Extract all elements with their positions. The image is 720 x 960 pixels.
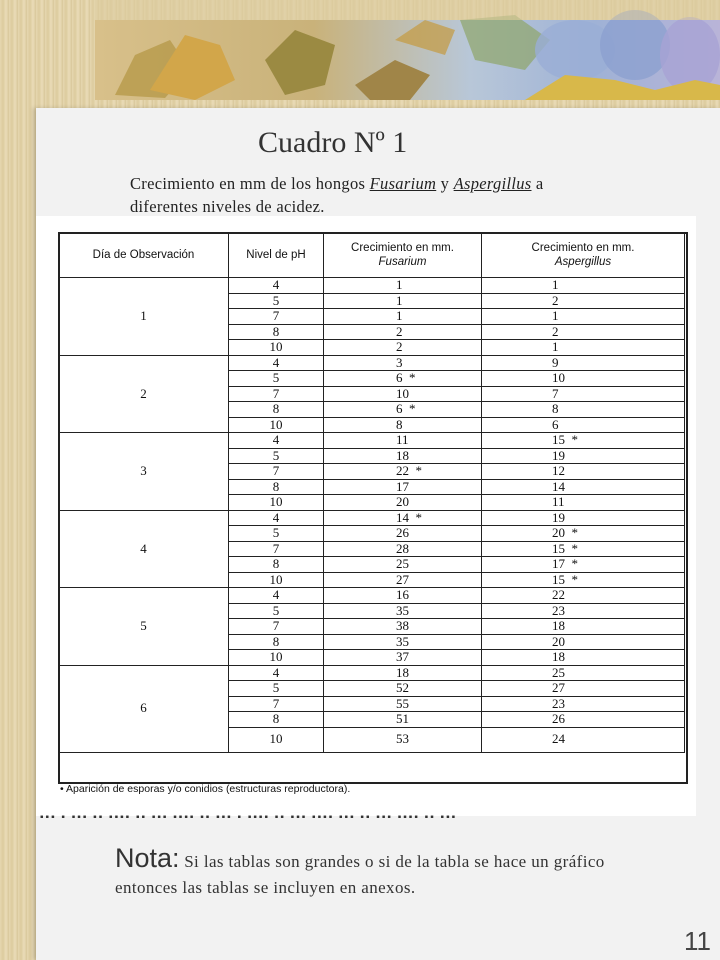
page-number: 11 bbox=[684, 926, 711, 956]
cell-fusarium: 1 bbox=[324, 309, 482, 325]
cell-aspergillus: 11 bbox=[482, 495, 685, 511]
cell-fusarium: 22 * bbox=[324, 464, 482, 480]
cell-ph: 7 bbox=[229, 619, 324, 635]
cell-ph: 8 bbox=[229, 479, 324, 495]
header-fusarium: Fusarium bbox=[378, 256, 427, 268]
parchment-border-left bbox=[0, 0, 40, 960]
caption-aspergillus: Aspergillus bbox=[453, 174, 532, 193]
cell-ph: 10 bbox=[229, 495, 324, 511]
cell-aspergillus: 6 bbox=[482, 417, 685, 433]
cell-ph: 4 bbox=[229, 588, 324, 604]
cell-ph: 7 bbox=[229, 541, 324, 557]
cell-fusarium: 55 bbox=[324, 696, 482, 712]
cell-aspergillus: 1 bbox=[482, 309, 685, 325]
cell-aspergillus: 8 bbox=[482, 402, 685, 418]
cell-ph: 4 bbox=[229, 355, 324, 371]
cell-day: 4 bbox=[59, 510, 229, 588]
cell-fusarium: 35 bbox=[324, 634, 482, 650]
cell-aspergillus: 17 * bbox=[482, 557, 685, 573]
cell-ph: 8 bbox=[229, 634, 324, 650]
table-footnote: • Aparición de esporas y/o conidios (estructuras reproductora). bbox=[60, 783, 351, 795]
cell-ph: 8 bbox=[229, 712, 324, 728]
cell-fusarium: 52 bbox=[324, 681, 482, 697]
header-growth-label: Crecimiento en mm. bbox=[531, 242, 635, 254]
cell-ph: 7 bbox=[229, 386, 324, 402]
cell-aspergillus: 25 bbox=[482, 665, 685, 681]
cell-aspergillus: 15 * bbox=[482, 433, 685, 449]
cell-aspergillus: 20 * bbox=[482, 526, 685, 542]
cell-ph: 5 bbox=[229, 603, 324, 619]
cell-aspergillus: 12 bbox=[482, 464, 685, 480]
cell-aspergillus: 26 bbox=[482, 712, 685, 728]
header-growth-fusarium bbox=[324, 233, 482, 278]
cell-ph: 10 bbox=[229, 417, 324, 433]
cell-fusarium: 2 bbox=[324, 340, 482, 356]
cell-day: 1 bbox=[59, 278, 229, 356]
table-row bbox=[59, 355, 685, 371]
cell-ph: 5 bbox=[229, 371, 324, 387]
cell-aspergillus: 27 bbox=[482, 681, 685, 697]
cell-ph: 10 bbox=[229, 727, 324, 752]
cell-fusarium: 16 bbox=[324, 588, 482, 604]
cell-fusarium: 35 bbox=[324, 603, 482, 619]
cell-aspergillus: 20 bbox=[482, 634, 685, 650]
cell-day: 3 bbox=[59, 433, 229, 511]
cropped-text-line: ▪▪▪ ▪ ▪▪▪ ▪▪ ▪▪▪▪ ▪▪ ▪▪▪ ▪▪▪▪ ▪▪ ▪▪▪ ▪ ▪▪▪▪ ▪▪ ▪▪▪ ▪▪▪▪ ▪▪▪ ▪▪ ▪▪▪ ▪▪▪▪ ▪▪ ▪▪▪ bbox=[40, 812, 458, 818]
cell-fusarium: 25 bbox=[324, 557, 482, 573]
caption-part-3: a diferentes niveles de acidez. bbox=[130, 174, 544, 216]
growth-table bbox=[58, 232, 685, 753]
cell-ph: 7 bbox=[229, 309, 324, 325]
cell-fusarium: 18 bbox=[324, 448, 482, 464]
cell-fusarium: 27 bbox=[324, 572, 482, 588]
cell-day: 5 bbox=[59, 588, 229, 666]
cell-ph: 4 bbox=[229, 510, 324, 526]
cell-aspergillus: 2 bbox=[482, 324, 685, 340]
table-row bbox=[59, 278, 685, 294]
cell-fusarium: 38 bbox=[324, 619, 482, 635]
cell-aspergillus: 19 bbox=[482, 510, 685, 526]
cell-aspergillus: 15 * bbox=[482, 572, 685, 588]
decorative-leaf-banner bbox=[95, 0, 720, 100]
cell-ph: 7 bbox=[229, 696, 324, 712]
cell-ph: 4 bbox=[229, 433, 324, 449]
header-aspergillus: Aspergillus bbox=[554, 256, 612, 268]
table-row bbox=[59, 665, 685, 681]
cell-ph: 10 bbox=[229, 650, 324, 666]
header-day: Día de Observación bbox=[59, 233, 229, 278]
cell-aspergillus: 18 bbox=[482, 650, 685, 666]
cell-fusarium: 14 * bbox=[324, 510, 482, 526]
caption-part-1: Crecimiento en mm de los hongos bbox=[130, 174, 370, 193]
cell-aspergillus: 14 bbox=[482, 479, 685, 495]
cell-ph: 8 bbox=[229, 324, 324, 340]
cell-fusarium: 17 bbox=[324, 479, 482, 495]
table-row bbox=[59, 433, 685, 449]
cell-fusarium: 26 bbox=[324, 526, 482, 542]
cell-fusarium: 20 bbox=[324, 495, 482, 511]
cell-ph: 7 bbox=[229, 464, 324, 480]
cell-ph: 10 bbox=[229, 340, 324, 356]
cell-ph: 8 bbox=[229, 402, 324, 418]
cell-ph: 5 bbox=[229, 681, 324, 697]
cell-fusarium: 18 bbox=[324, 665, 482, 681]
caption-fusarium: Fusarium bbox=[369, 174, 437, 193]
cell-day: 6 bbox=[59, 665, 229, 752]
table-header-row bbox=[59, 233, 685, 278]
cell-fusarium: 28 bbox=[324, 541, 482, 557]
cell-fusarium: 1 bbox=[324, 293, 482, 309]
cell-ph: 5 bbox=[229, 448, 324, 464]
cell-aspergillus: 19 bbox=[482, 448, 685, 464]
cell-day: 2 bbox=[59, 355, 229, 433]
header-ph: Nivel de pH bbox=[229, 233, 324, 278]
cell-aspergillus: 1 bbox=[482, 278, 685, 294]
table-caption bbox=[130, 172, 580, 218]
cell-aspergillus: 15 * bbox=[482, 541, 685, 557]
note-block bbox=[115, 843, 655, 901]
cell-fusarium: 1 bbox=[324, 278, 482, 294]
cell-fusarium: 2 bbox=[324, 324, 482, 340]
cell-fusarium: 10 bbox=[324, 386, 482, 402]
cell-fusarium: 51 bbox=[324, 712, 482, 728]
cell-aspergillus: 23 bbox=[482, 696, 685, 712]
cell-aspergillus: 1 bbox=[482, 340, 685, 356]
table-row bbox=[59, 510, 685, 526]
cell-fusarium: 11 bbox=[324, 433, 482, 449]
cell-fusarium: 6 * bbox=[324, 371, 482, 387]
cell-aspergillus: 2 bbox=[482, 293, 685, 309]
header-growth-aspergillus bbox=[482, 233, 685, 278]
cell-aspergillus: 24 bbox=[482, 727, 685, 752]
note-label: Nota: bbox=[115, 843, 180, 873]
header-growth-label: Crecimiento en mm. bbox=[351, 242, 454, 254]
cell-fusarium: 37 bbox=[324, 650, 482, 666]
cell-fusarium: 3 bbox=[324, 355, 482, 371]
cell-aspergillus: 18 bbox=[482, 619, 685, 635]
caption-part-2: y bbox=[436, 174, 454, 193]
cell-aspergillus: 10 bbox=[482, 371, 685, 387]
cell-ph: 5 bbox=[229, 293, 324, 309]
cell-ph: 4 bbox=[229, 665, 324, 681]
page-title: Cuadro Nº 1 bbox=[258, 126, 408, 159]
cell-ph: 4 bbox=[229, 278, 324, 294]
cell-ph: 8 bbox=[229, 557, 324, 573]
cell-aspergillus: 7 bbox=[482, 386, 685, 402]
cell-fusarium: 8 bbox=[324, 417, 482, 433]
cell-ph: 5 bbox=[229, 526, 324, 542]
cell-fusarium: 6 * bbox=[324, 402, 482, 418]
note-text: Si las tablas son grandes o si de la tabla se hace un gráfico entonces las tablas se incluyen en anexos. bbox=[115, 852, 605, 897]
table-body bbox=[59, 278, 685, 753]
cell-ph: 10 bbox=[229, 572, 324, 588]
cell-aspergillus: 23 bbox=[482, 603, 685, 619]
cell-aspergillus: 9 bbox=[482, 355, 685, 371]
cell-aspergillus: 22 bbox=[482, 588, 685, 604]
table-row bbox=[59, 588, 685, 604]
cell-fusarium: 53 bbox=[324, 727, 482, 752]
